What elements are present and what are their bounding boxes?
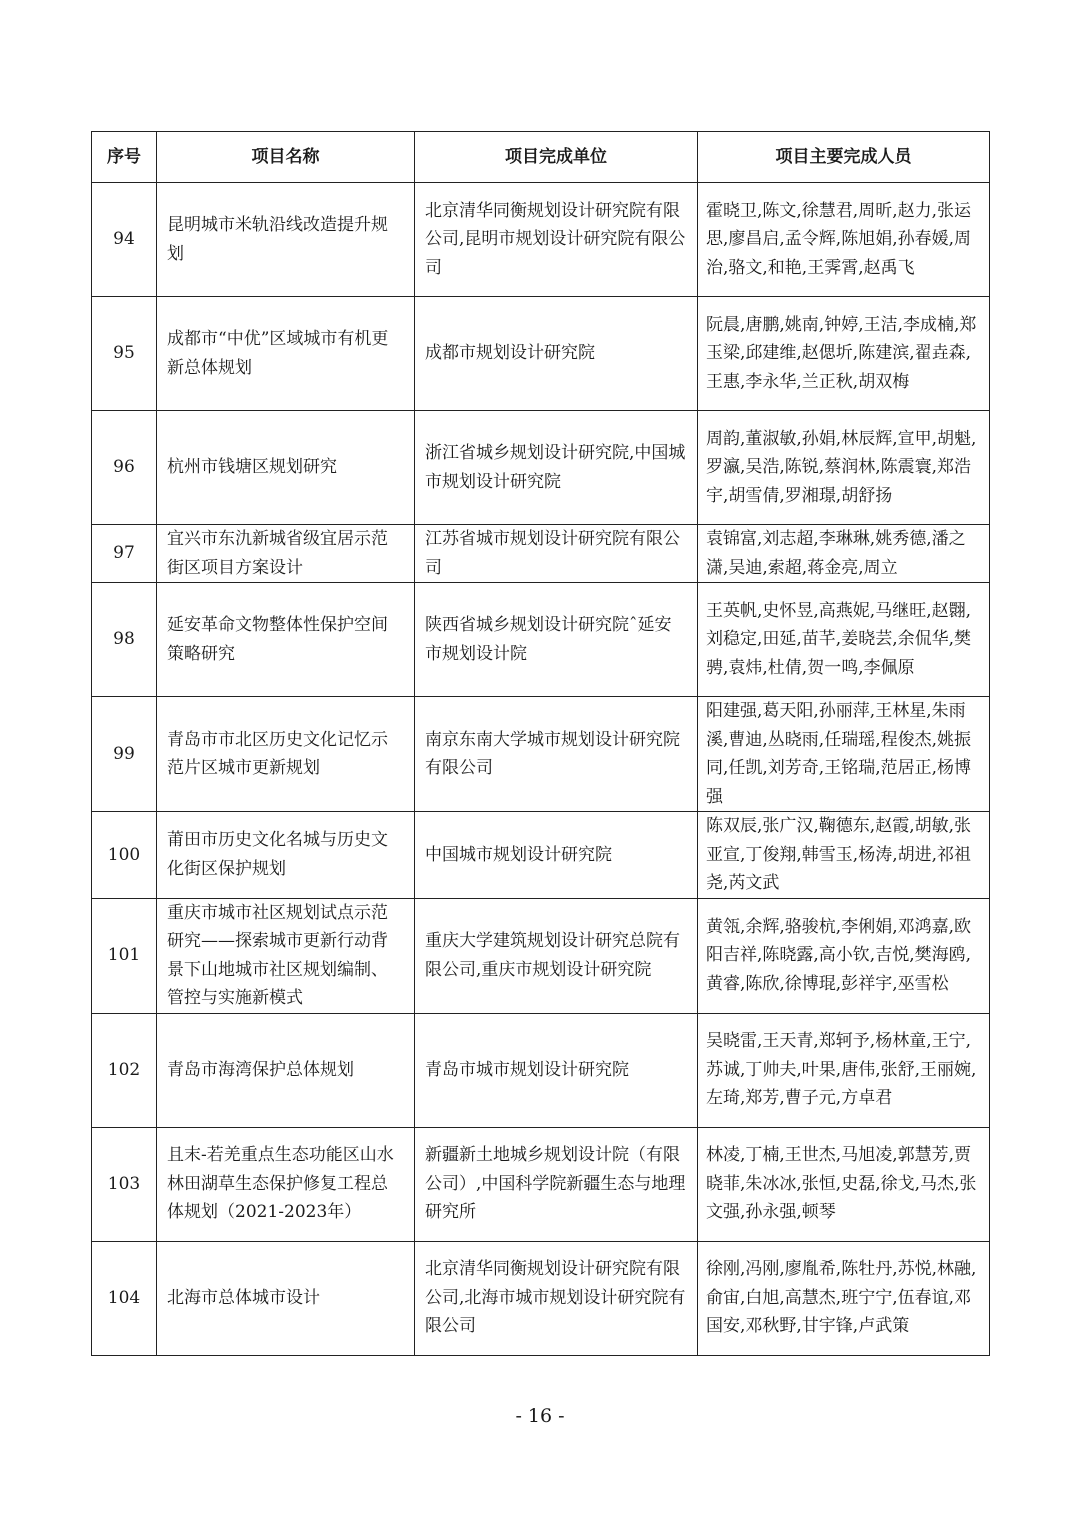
row-completion-unit: 南京东南大学城市规划设计研究院有限公司 [415,697,698,812]
row-main-personnel: 阳建强,葛天阳,孙丽萍,王林星,朱雨溪,曹迪,丛晓雨,任瑞瑶,程俊杰,姚振同,任凯,刘芳奇,王铭瑞,范居正,杨博强 [698,697,990,812]
row-completion-unit: 成都市规划设计研究院 [415,297,698,411]
row-completion-unit: 北京清华同衡规划设计研究院有限公司,北海市城市规划设计研究院有限公司 [415,1241,698,1355]
row-main-personnel: 黄瓴,余辉,骆骏杭,李俐娟,邓鸿嘉,欧阳吉祥,陈晓露,高小钦,吉悦,樊海鸥,黄睿,陈欣,徐博琨,彭祥宇,巫雪松 [698,898,990,1013]
row-completion-unit: 重庆大学建筑规划设计研究总院有限公司,重庆市规划设计研究院 [415,898,698,1013]
row-project-name: 且末-若羌重点生态功能区山水林田湖草生态保护修复工程总体规划（2021-2023年） [157,1127,415,1241]
table-row [92,1241,990,1355]
header-number: 序号 [92,132,157,183]
table-row [92,297,990,411]
row-main-personnel: 袁锦富,刘志超,李琳琳,姚秀德,潘之潇,吴迪,索超,蒋金亮,周立 [698,525,990,583]
table-row [92,697,990,812]
row-number: 101 [92,898,157,1013]
row-main-personnel: 王英帆,史怀昱,高燕妮,马继旺,赵翾,刘稳定,田延,苗芊,姜晓芸,余侃华,樊骋,袁炜,杜倩,贺一鸣,李佩原 [698,583,990,697]
row-number: 100 [92,812,157,899]
row-project-name: 宜兴市东氿新城省级宜居示范街区项目方案设计 [157,525,415,583]
row-project-name: 重庆市城市社区规划试点示范研究——探索城市更新行动背景下山地城市社区规划编制、管控与实施新模式 [157,898,415,1013]
table-row [92,1013,990,1127]
row-project-name: 莆田市历史文化名城与历史文化街区保护规划 [157,812,415,899]
row-number: 98 [92,583,157,697]
table-row [92,411,990,525]
table-row [92,583,990,697]
table-row [92,183,990,297]
table-body [92,183,990,1356]
row-project-name: 延安革命文物整体性保护空间策略研究 [157,583,415,697]
header-main-personnel: 项目主要完成人员 [698,132,990,183]
row-completion-unit: 中国城市规划设计研究院 [415,812,698,899]
row-number: 104 [92,1241,157,1355]
row-number: 94 [92,183,157,297]
row-number: 99 [92,697,157,812]
row-completion-unit: 陕西省城乡规划设计研究院ˆ延安市规划设计院 [415,583,698,697]
row-completion-unit: 新疆新土地城乡规划设计院（有限公司）,中国科学院新疆生态与地理研究所 [415,1127,698,1241]
project-table [91,131,990,1356]
row-completion-unit: 青岛市城市规划设计研究院 [415,1013,698,1127]
row-main-personnel: 阮晨,唐鹏,姚南,钟婷,王洁,李成楠,郑玉梁,邱建维,赵偲圻,陈建滨,翟垚森,王惠,李永华,兰正秋,胡双梅 [698,297,990,411]
header-completion-unit: 项目完成单位 [415,132,698,183]
table-header-row [92,132,990,183]
row-project-name: 青岛市市北区历史文化记忆示范片区城市更新规划 [157,697,415,812]
row-main-personnel: 周韵,董淑敏,孙娟,林辰辉,宣甲,胡魁,罗瀛,吴浩,陈锐,蔡润林,陈震寰,郑浩宇,胡雪倩,罗湘璟,胡舒扬 [698,411,990,525]
row-main-personnel: 陈双辰,张广汉,鞠德东,赵霞,胡敏,张亚宣,丁俊翔,韩雪玉,杨涛,胡进,祁祖尧,芮文武 [698,812,990,899]
page-number: - 16 - [515,1405,565,1427]
table-row [92,898,990,1013]
row-number: 103 [92,1127,157,1241]
table-row [92,1127,990,1241]
row-main-personnel: 徐刚,冯刚,廖胤希,陈牡丹,苏悦,林融,俞宙,白旭,高慧杰,班宁宁,伍春谊,邓国安,邓秋野,甘宇锋,卢武策 [698,1241,990,1355]
row-project-name: 昆明城市米轨沿线改造提升规划 [157,183,415,297]
row-number: 95 [92,297,157,411]
row-completion-unit: 江苏省城市规划设计研究院有限公司 [415,525,698,583]
row-main-personnel: 霍晓卫,陈文,徐慧君,周昕,赵力,张运思,廖昌启,孟令辉,陈旭娟,孙春媛,周治,骆文,和艳,王霁霄,赵禹飞 [698,183,990,297]
row-main-personnel: 林凌,丁楠,王世杰,马旭凌,郭慧芳,贾晓菲,朱冰冰,张恒,史磊,徐戈,马杰,张文强,孙永强,顿琴 [698,1127,990,1241]
row-project-name: 青岛市海湾保护总体规划 [157,1013,415,1127]
row-project-name: 杭州市钱塘区规划研究 [157,411,415,525]
row-number: 97 [92,525,157,583]
row-main-personnel: 吴晓雷,王天青,郑轲予,杨林童,王宁,苏诚,丁帅夫,叶果,唐伟,张舒,王丽婉,左琦,郑芳,曹子元,方卓君 [698,1013,990,1127]
row-number: 102 [92,1013,157,1127]
row-completion-unit: 北京清华同衡规划设计研究院有限公司,昆明市规划设计研究院有限公司 [415,183,698,297]
header-project-name: 项目名称 [157,132,415,183]
row-project-name: 成都市“中优”区域城市有机更新总体规划 [157,297,415,411]
table-row [92,812,990,899]
row-completion-unit: 浙江省城乡规划设计研究院,中国城市规划设计研究院 [415,411,698,525]
row-project-name: 北海市总体城市设计 [157,1241,415,1355]
row-number: 96 [92,411,157,525]
table-row [92,525,990,583]
